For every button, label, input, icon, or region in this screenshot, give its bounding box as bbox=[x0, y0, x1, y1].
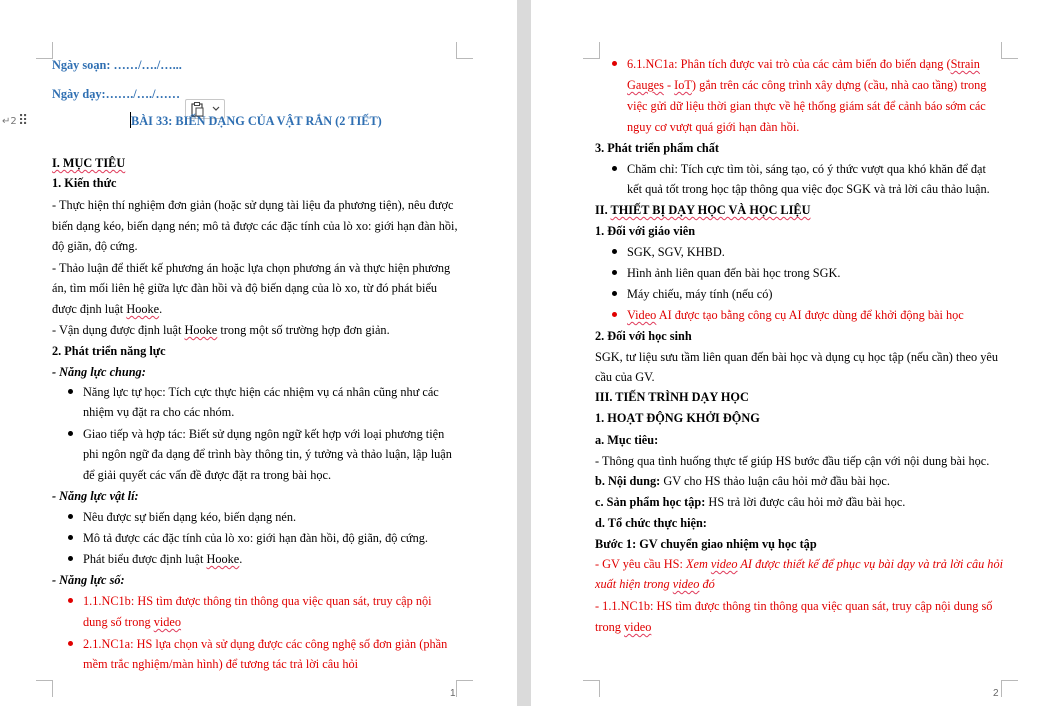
list-item: Năng lực tự học: Tích cực thực hiện các nhiệm vụ cá nhân cũng như các bbox=[83, 385, 439, 399]
crop-mark bbox=[583, 680, 600, 697]
list-item: Chăm chỉ: Tích cực tìm tòi, sáng tạo, có ý thức vượt qua khó khăn để đạt bbox=[627, 162, 986, 176]
subsection-student: 2. Đối với học sinh bbox=[595, 329, 692, 343]
list-item-cont: nhiệm vụ đặt ra cho các nhóm. bbox=[83, 405, 235, 419]
page-number: 1 bbox=[450, 688, 456, 699]
crop-mark bbox=[36, 42, 53, 59]
bullet-icon bbox=[612, 312, 617, 317]
list-item-cont: việc gửi dữ liệu thời gian thực về hệ thống giám sát để cảnh báo sớm các bbox=[627, 99, 986, 113]
list-item: 6.1.NC1a: Phân tích được vai trò của các cảm biến đo biến dạng (Strain bbox=[627, 57, 980, 71]
crop-mark bbox=[1001, 680, 1018, 697]
digital-competency-heading: - Năng lực số: bbox=[52, 573, 125, 587]
text-line: được định luật Hooke. bbox=[52, 302, 163, 316]
list-item: 2.1.NC1a: HS lựa chọn và sử dụng được các công nghệ số đơn giản (phần bbox=[83, 637, 448, 651]
bullet-icon bbox=[68, 598, 73, 603]
list-item: Hình ảnh liên quan đến bài học trong SGK. bbox=[627, 266, 841, 280]
list-item: Máy chiếu, máy tính (nếu có) bbox=[627, 287, 773, 301]
list-item-cont: mềm trắc nghiệm/màn hình) để tương tác trả lời câu hỏi bbox=[83, 657, 359, 671]
bullet-icon bbox=[612, 249, 617, 254]
text-line: - Thảo luận để thiết kế phương án hoặc lựa chọn phương án và thực hiện phương bbox=[52, 261, 451, 275]
bullet-icon bbox=[612, 270, 617, 275]
text-line: cầu của GV. bbox=[595, 370, 655, 384]
date-taught: Ngày dạy:……./…./…… bbox=[52, 87, 181, 101]
text-line: độ giãn, độ cứng. bbox=[52, 239, 138, 253]
bullet-icon bbox=[68, 556, 73, 561]
text-line: trong video bbox=[595, 620, 652, 634]
text-line: - 1.1.NC1b: HS tìm được thông tin thông qua việc quan sát, truy cập nội dung số bbox=[595, 599, 993, 613]
bullet-icon bbox=[612, 166, 617, 171]
physics-competency-heading: - Năng lực vật lí: bbox=[52, 489, 139, 503]
organize-heading: d. Tổ chức thực hiện: bbox=[595, 516, 707, 530]
bullet-icon bbox=[612, 291, 617, 296]
text-line: xuất hiện trong video đó bbox=[595, 577, 715, 591]
crop-mark bbox=[36, 680, 53, 697]
date-prepared: Ngày soạn: ……/…./…... bbox=[52, 58, 182, 72]
goal-heading: a. Mục tiêu: bbox=[595, 433, 659, 447]
text-line: án, tìm mối liên hệ giữa lực đàn hồi và độ biến dạng của lò xo, từ đó phát biểu bbox=[52, 281, 438, 295]
lesson-title: BÀI 33: BIẾN DẠNG CỦA VẬT RẮN (2 TIẾT) bbox=[131, 114, 382, 128]
text-line: c. Sản phẩm học tập: HS trả lời được câu hỏi mở đầu bài học. bbox=[595, 495, 906, 509]
list-item-cont: nguy cơ vượt quá giới hạn đàn hồi. bbox=[627, 120, 800, 134]
list-item: Nêu được sự biến dạng kéo, biến dạng nén. bbox=[83, 510, 297, 524]
step-heading: Bước 1: GV chuyển giao nhiệm vụ học tập bbox=[595, 537, 817, 551]
activity-heading: 1. HOẠT ĐỘNG KHỞI ĐỘNG bbox=[595, 411, 760, 425]
list-item-cont: để giải quyết các vấn đề được đặt ra trong bài học. bbox=[83, 468, 332, 482]
list-item-cont: dung số trong video bbox=[83, 615, 182, 629]
general-competency-heading: - Năng lực chung: bbox=[52, 365, 146, 379]
section-equipment: II. THIẾT BỊ DẠY HỌC VÀ HỌC LIỆU bbox=[595, 203, 811, 217]
list-item: 1.1.NC1b: HS tìm được thông tin thông qua việc quan sát, truy cập nội bbox=[83, 594, 432, 608]
list-item: Phát biểu được định luật Hooke. bbox=[83, 552, 243, 566]
list-item: Video AI được tạo bằng công cụ AI được dùng để khởi động bài học bbox=[627, 308, 964, 322]
bullet-icon bbox=[68, 641, 73, 646]
text-line: SGK, tư liệu sưu tầm liên quan đến bài học và dụng cụ học tập (nếu cần) theo yêu bbox=[595, 350, 998, 364]
crop-mark bbox=[583, 42, 600, 59]
text-line: - GV yêu cầu HS: Xem video AI được thiết kế để phục vụ bài dạy và trả lời câu hỏi bbox=[595, 557, 1004, 571]
list-item: Giao tiếp và hợp tác: Biết sử dụng ngôn ngữ kết hợp với loại phương tiện bbox=[83, 427, 445, 441]
subsection-quality: 3. Phát triển phẩm chất bbox=[595, 141, 719, 155]
text-line: - Vận dụng được định luật Hooke trong một số trường hợp đơn giản. bbox=[52, 323, 390, 337]
list-item-cont: kết quả tốt trong học tập thông qua việc đọc SGK và trả lời câu thảo luận. bbox=[627, 182, 990, 196]
subsection-knowledge: 1. Kiến thức bbox=[52, 176, 117, 190]
page-gutter bbox=[517, 0, 531, 706]
list-item-cont: phi ngôn ngữ đa dạng để trình bày thông tin, ý tưởng và thảo luận, lập luận bbox=[83, 447, 452, 461]
bullet-icon bbox=[612, 61, 617, 66]
list-item-cont: Gauges - IoT) gắn trên các công trình xây dựng (cầu, nhà cao tầng) trong bbox=[627, 78, 987, 92]
bullet-icon bbox=[68, 514, 73, 519]
crop-mark bbox=[456, 42, 473, 59]
subsection-competency: 2. Phát triển năng lực bbox=[52, 344, 166, 358]
bullet-icon bbox=[68, 535, 73, 540]
drag-handle-icon[interactable]: ⠿ bbox=[18, 113, 29, 129]
list-item: Mô tả được các đặc tính của lò xo: giới hạn đàn hồi, độ giãn, độ cứng. bbox=[83, 531, 428, 545]
document-page-1[interactable] bbox=[0, 0, 517, 706]
paragraph-mark-icon: ↵2 bbox=[2, 116, 17, 127]
crop-mark bbox=[456, 680, 473, 697]
page-number: 2 bbox=[993, 688, 999, 699]
document-page-2[interactable] bbox=[531, 0, 1053, 706]
subsection-teacher: 1. Đối với giáo viên bbox=[595, 224, 696, 238]
crop-mark bbox=[1001, 42, 1018, 59]
text-line: - Thực hiện thí nghiệm đơn giản (hoặc sử dụng tài liệu đa phương tiện), nêu được bbox=[52, 198, 454, 212]
list-item: SGK, SGV, KHBD. bbox=[627, 245, 725, 259]
text-line: - Thông qua tình huống thực tế giúp HS bước đầu tiếp cận với nội dung bài học. bbox=[595, 454, 990, 468]
bullet-icon bbox=[68, 431, 73, 436]
text-line: b. Nội dung: GV cho HS thảo luận câu hỏi mở đầu bài học. bbox=[595, 474, 890, 488]
bullet-icon bbox=[68, 389, 73, 394]
text-line: biến dạng kéo, biến dạng nén; mô tả được các đặc tính của lò xo: giới hạn đàn hồi, bbox=[52, 219, 458, 233]
section-objectives: I. MỤC TIÊU bbox=[52, 156, 126, 170]
section-process: III. TIẾN TRÌNH DẠY HỌC bbox=[595, 390, 749, 404]
